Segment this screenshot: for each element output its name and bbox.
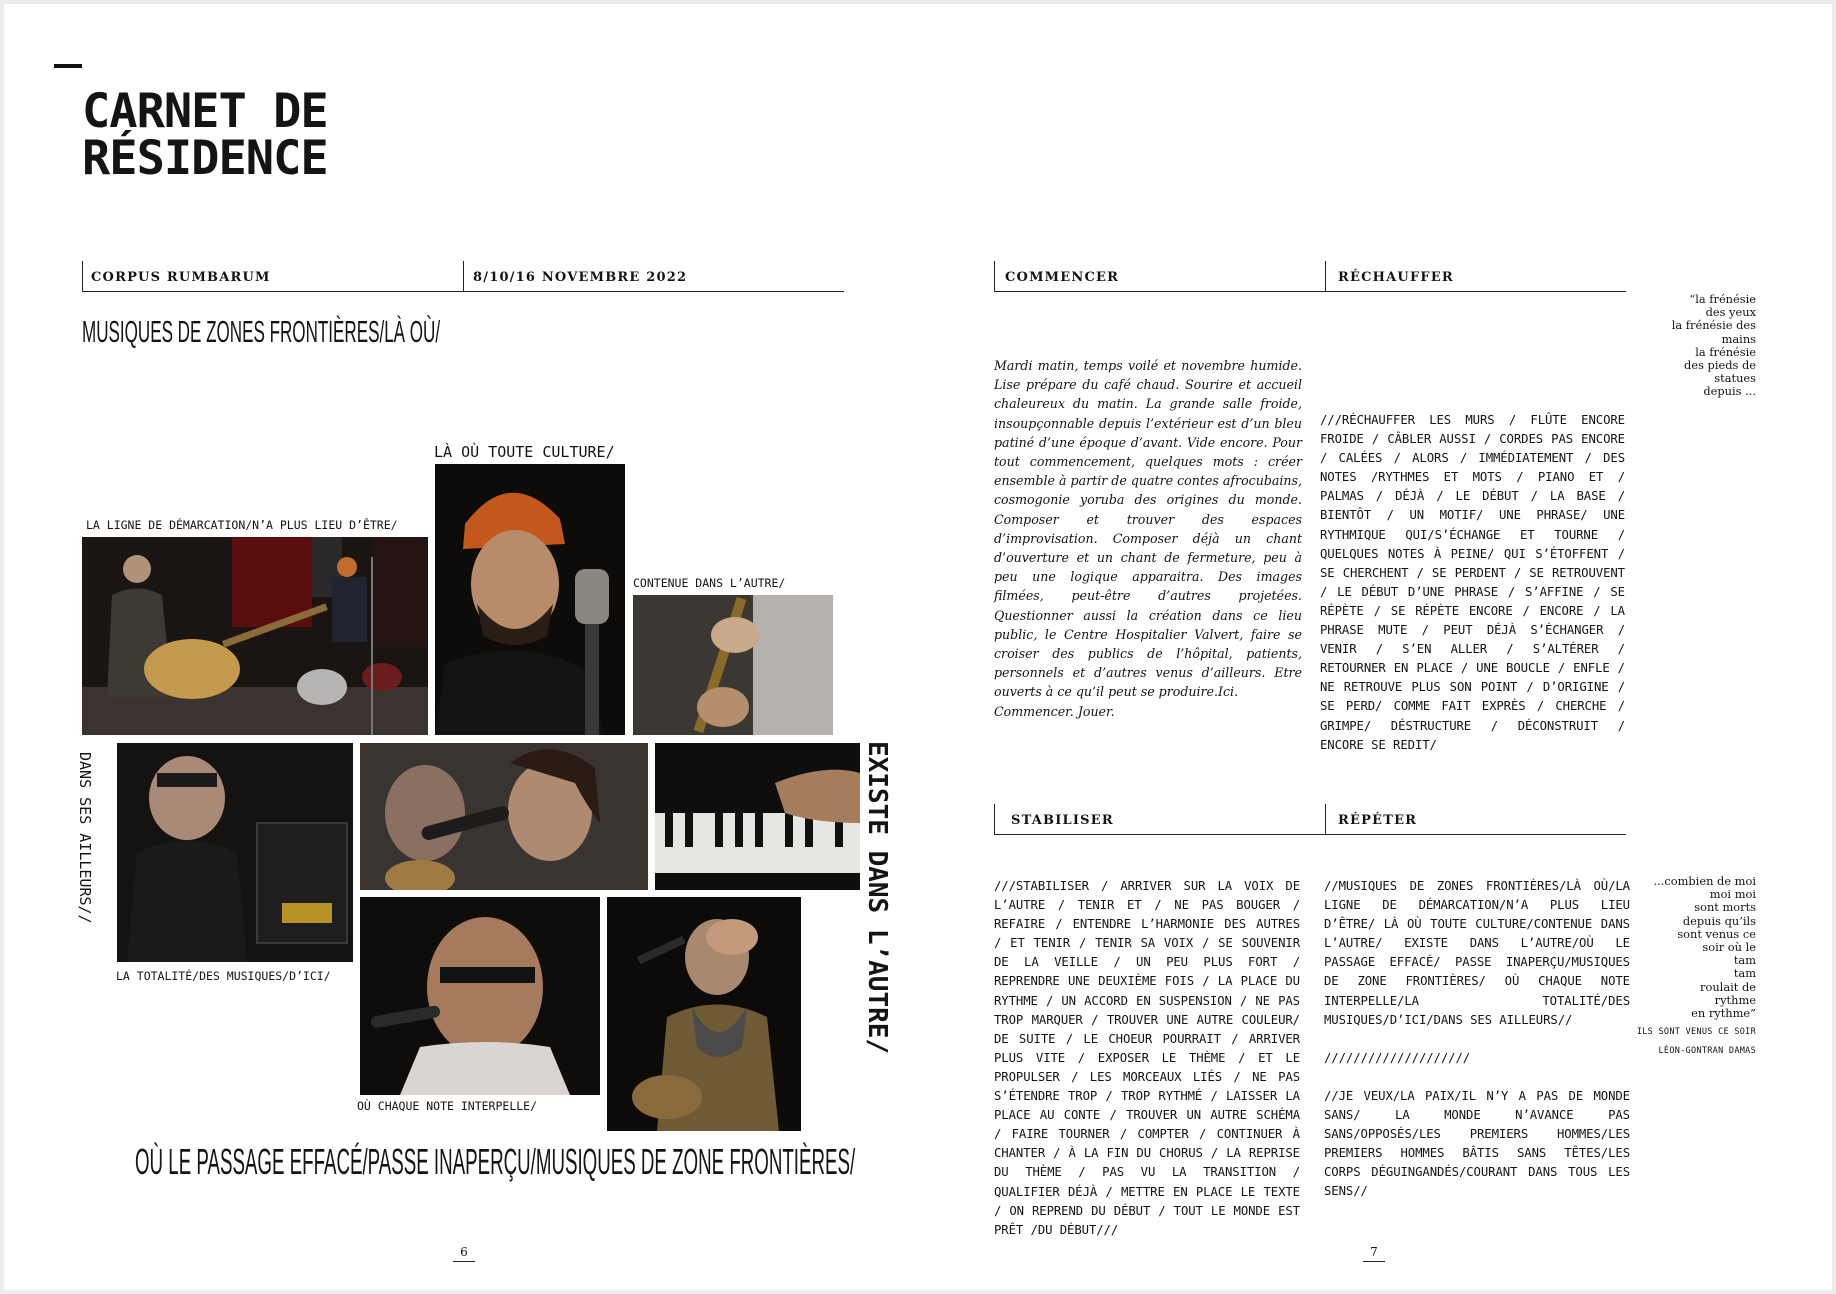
photo-piano-keys bbox=[655, 743, 860, 890]
photo-guitarist-hand-on-head-art bbox=[607, 897, 801, 1131]
photo-guitarist-hand-on-head bbox=[607, 897, 801, 1131]
title-line-1: CARNET DE bbox=[82, 84, 328, 139]
poem-2-line: sont morts bbox=[1694, 900, 1756, 915]
commencer-text: Mardi matin, temps voilé et novembre humide. Lise prépare du café chaud. Sourire et accueil chaleureux du matin. La grande salle froide, insoupçonnable depuis l’extérieur est d’un bleu patiné d’une époque d’avant. Vide encore. Pour tout commencement, quelques mots : créer ensemble à partir de quatre contes afrocubains, cosmogonie yoruba des origines du monde. Composer et trouver des espaces d’improvisation. Composer déjà un chant d’ouverture et un chant de fermeture, peu à peu une logique apparaitra. Des images filmées, peut-être d’autres projetées. Questionner aussi la création dans ce lieu public, le Centre Hospitalier Valvert, faire se croiser des publics de l’hôpital, patients, personnels et d’autres venus d’ailleurs. Etre ouverts à ce qu’il peut se produire.Ici. bbox=[994, 358, 1302, 700]
repeter-text-2: //////////////////// bbox=[1324, 1050, 1471, 1065]
repeter-text-block bbox=[1324, 877, 1630, 1201]
poem-2-line: ...combien de moi bbox=[1653, 874, 1756, 888]
photo-singer-orange-beanie-art bbox=[435, 464, 625, 735]
photo-two-musicians-mic-art bbox=[360, 743, 648, 890]
caption-totalite: LA TOTALITÉ/DES MUSIQUES/D’ICI/ bbox=[116, 969, 331, 983]
magazine-spread bbox=[4, 4, 1832, 1290]
poem-2-line: depuis qu’ils bbox=[1682, 913, 1756, 928]
header-stabiliser-label: STABILISER bbox=[1011, 813, 1114, 828]
page-title bbox=[82, 84, 328, 186]
photo-guitarist-drummer bbox=[82, 537, 428, 735]
vertical-caption-right: EXISTE DANS L’AUTRE/ bbox=[862, 741, 892, 1055]
photo-man-glasses-amp-art bbox=[117, 743, 353, 962]
title-line-2: RÉSIDENCE bbox=[82, 131, 328, 186]
subtitle bbox=[82, 314, 733, 350]
title-dash bbox=[54, 64, 82, 68]
vertical-caption-left: DANS SES AILLEURS// bbox=[76, 752, 94, 924]
header-dates-label: 8/10/16 NOVEMBRE 2022 bbox=[473, 270, 688, 285]
caption-chaque-note: OÙ CHAQUE NOTE INTERPELLE/ bbox=[357, 1099, 538, 1113]
poem-1-line: des pieds de bbox=[1684, 358, 1756, 373]
header-corpus bbox=[82, 261, 463, 292]
poem-2-line: rythme bbox=[1714, 992, 1756, 1007]
poem-excerpt-2 bbox=[1632, 875, 1756, 1020]
photo-singer-glasses bbox=[360, 897, 600, 1095]
header-rechauffer bbox=[1325, 261, 1626, 292]
header-repeter bbox=[1325, 804, 1626, 835]
page-number-right: 7 bbox=[1363, 1245, 1385, 1262]
poem-1-line: mains bbox=[1721, 331, 1756, 346]
header-repeter-label: RÉPÉTER bbox=[1338, 813, 1418, 828]
caption-contenue: CONTENUE DANS L’AUTRE/ bbox=[633, 576, 786, 590]
bottom-line bbox=[135, 1141, 1520, 1183]
caption-ligne: LA LIGNE DE DÉMARCATION/N’A PLUS LIEU D’ÊTRE/ bbox=[86, 518, 398, 532]
poem-2-line: tam bbox=[1733, 966, 1756, 981]
header-corpus-label: CORPUS RUMBARUM bbox=[91, 270, 271, 285]
header-commencer-label: COMMENCER bbox=[1005, 270, 1120, 285]
poem-author: LÉON-GONTRAN DAMAS bbox=[1658, 1046, 1756, 1056]
poem-1-line: statues bbox=[1714, 371, 1756, 386]
header-dates bbox=[463, 261, 844, 292]
poem-1-line: depuis ... bbox=[1703, 384, 1756, 399]
poem-excerpt-1 bbox=[1644, 293, 1756, 399]
photo-two-musicians-mic bbox=[360, 743, 648, 890]
commencer-text-block bbox=[994, 356, 1302, 721]
photo-flute-hands bbox=[633, 595, 833, 735]
header-stabiliser bbox=[994, 804, 1325, 835]
caption-la-ou: LÀ OÙ TOUTE CULTURE/ bbox=[434, 443, 615, 461]
poem-2-line: sont venus ce bbox=[1677, 926, 1756, 941]
repeter-text-1: //MUSIQUES DE ZONES FRONTIÈRES/LÀ OÙ/LA LIGNE DE DÉMARCATION/N’A PLUS LIEU D’ÊTRE/ LÀ OÙ TOUTE CULTURE/CONTENUE DANS L’AUTRE/ EXISTE DANS L’AUTRE/OÙ LE PASSAGE EFFACÉ/ PASSE INAPERÇU/MUSIQUES DE ZONE FRONTIÈRES/ OÙ CHAQUE NOTE INTERPELLE/LA TOTALITÉ/DES MUSIQUES/D’ICI/DANS SES AILLEURS// bbox=[1324, 879, 1630, 1027]
poem-2-line: moi moi bbox=[1709, 887, 1756, 902]
commencer-end: Commencer. Jouer. bbox=[994, 703, 1115, 719]
poem-1-line: la frénésie bbox=[1695, 344, 1756, 359]
header-rechauffer-label: RÉCHAUFFER bbox=[1338, 270, 1454, 285]
poem-1-line: la frénésie des bbox=[1671, 318, 1756, 333]
poem-2-line: soir où le bbox=[1702, 940, 1756, 955]
rechauffer-text: ///RÉCHAUFFER LES MURS / FLÛTE ENCORE FROIDE / CÂBLER AUSSI / CORDES PAS ENCORE / CALÉES / ALORS / IMMÉDIATEMENT / DES NOTES /RYTHMES ET MOTS / PIANO ET / PALMAS / DÉJÀ / LE DÉBUT / LA BASE / BIENTÔT / UN MOTIF/ UNE PHRASE/ UNE RYTHMIQUE QUI/S’ÉCHANGE ET TOURNE / QUELQUES NOTES À PEINE/ QUI S’ÉTOFFENT / SE CHERCHENT / SE PERDENT / SE RETROUVENT / LE DÉBUT D’UNE PHRASE / S’AFFINE / SE RÉPÈTE / SE RÉPÈTE ENCORE / ENCORE / LA PHRASE MUTE / PEUT DÉJÀ S’ÉCHANGER / VENIR / S’EN ALLER / S’ALTÉRER / RETOURNER EN PLACE / UNE BOUCLE / ENFLE / NE RETROUVE PLUS SON POINT / D’ORIGINE / SE PERD/ COMME FAIT EXPRÈS / CHERCHE / GRIMPE/ DÉSTRUCTURE / DÉCONSTRUIT / ENCORE SE REDIT/ bbox=[1320, 413, 1625, 752]
page-number-left: 6 bbox=[453, 1245, 475, 1262]
poem-2-line: roulait de bbox=[1700, 979, 1756, 994]
photo-singer-glasses-art bbox=[360, 897, 600, 1095]
bottom-line-text: OÙ LE PASSAGE EFFACÉ/PASSE INAPERÇU/MUSIQUES DE ZONE FRONTIÈRES/ bbox=[135, 1141, 856, 1182]
poem-source: ILS SONT VENUS CE SOIR bbox=[1636, 1027, 1756, 1037]
photo-singer-orange-beanie bbox=[435, 464, 625, 735]
poem-1-line: “la frénésie bbox=[1689, 292, 1756, 306]
header-commencer bbox=[994, 261, 1325, 292]
photo-man-glasses-amp bbox=[117, 743, 353, 962]
photo-piano-keys-art bbox=[655, 743, 860, 890]
poem-1-line: des yeux bbox=[1705, 305, 1756, 320]
photo-flute-hands-art bbox=[633, 595, 833, 735]
subtitle-text: MUSIQUES DE ZONES FRONTIÈRES/LÀ OÙ/ bbox=[82, 314, 441, 349]
poem-2-line: en rythme” bbox=[1691, 1006, 1756, 1021]
repeter-text-3: //JE VEUX/LA PAIX/IL N’Y A PAS DE MONDE SANS/ LA MONDE N’AVANCE PAS SANS/OPPOSÉS/LES PREMIERS HOMMES/LES PREMIERS HOMMES BÂTIS SANS TÊTES/LES CORPS DÉGUINGANDÉS/COURANT DANS TOUS LES SENS// bbox=[1324, 1088, 1630, 1199]
stabiliser-text: ///STABILISER / ARRIVER SUR LA VOIX DE L’AUTRE / TENIR ET / NE PAS BOUGER / REFAIRE / ENTENDRE L’HARMONIE DES AUTRES / ET TENIR / TENIR SA VOIX / SE SOUVENIR DE LA VEILLE / UN PEU PLUS FORT / REPRENDRE UNE DEUXIÈME FOIS / LA PLACE DU RYTHME / UN ACCORD EN SUSPENSION / NE PAS TROP MARQUER / TROUVER UNE AUTRE COULEUR/ DE SUITE / LE CHOEUR POURRAIT / ARRIVER PLUS VITE / EXPOSER LE THÈME / ET LE PROPULSER / LES MORCEAUX LIÉS / NE PAS S’ÉTENDRE TROP / TROP RYTHMÉ / LAISSER LA PLACE AU CONTE / TROUVER UN AUTRE SCHÉMA / FAIRE TOURNER / COMPTER / CONTINUER À CHANTER / À LA FIN DU CHORUS / LA REPRISE DU THÈME / PAS VU LA TRANSITION / QUALIFIER DÉJÀ / METTRE EN PLACE LE TEXTE / ON REPREND DU DÉBUT / TOUT LE MONDE EST PRÊT /DU DÉBUT/// bbox=[994, 879, 1300, 1237]
photo-guitarist-drummer-art bbox=[82, 537, 428, 735]
poem-2-line: tam bbox=[1733, 953, 1756, 968]
